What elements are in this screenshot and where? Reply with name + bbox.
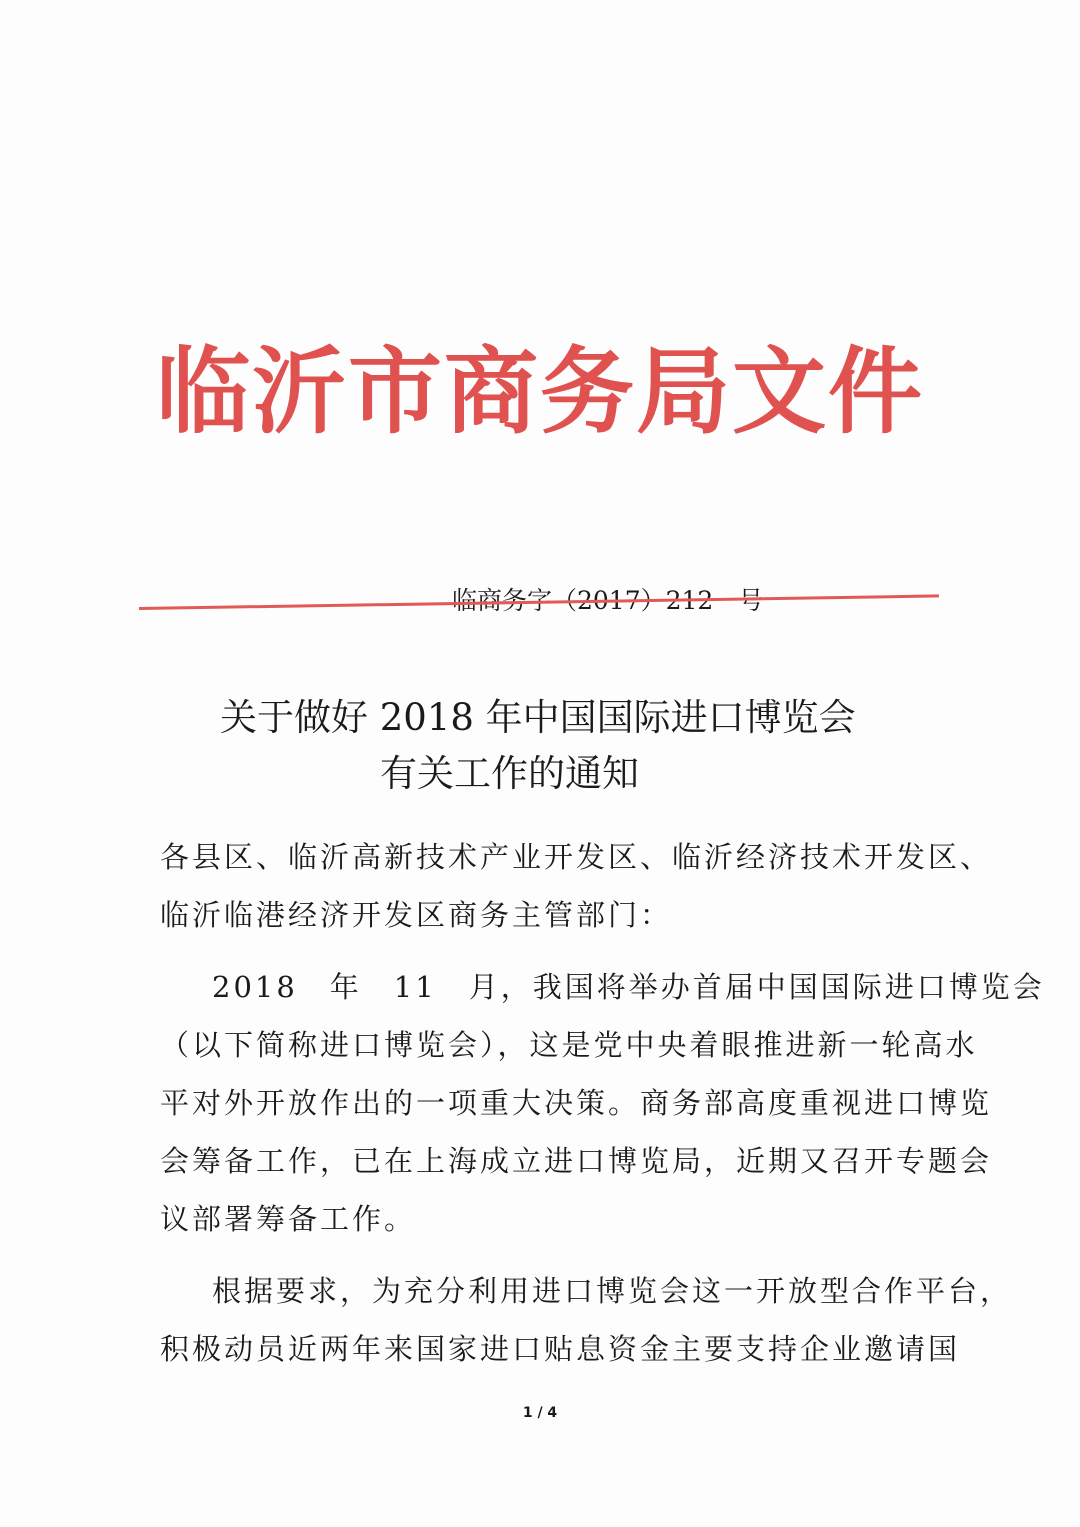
document-number: 临商务字（2017）212 号 <box>452 586 764 615</box>
notice-body <box>160 828 1045 1378</box>
addressee-line-2: 临沂临港经济开发区商务主管部门： <box>160 898 673 932</box>
paragraph-1-line-2: （以下简称进口博览会），这是党中央着眼推进新一轮高水 <box>160 1028 978 1062</box>
paragraph-1-line-3: 平对外开放作出的一项重大决策。商务部高度重视进口博览 <box>160 1086 993 1120</box>
notice-title-line-1: 关于做好 2018 年中国国际进口博览会 <box>220 696 856 739</box>
paragraph-1-line-5: 议部署筹备工作。 <box>160 1202 417 1236</box>
paragraph-1-line-4: 会筹备工作，已在上海成立进口博览局，近期又召开专题会 <box>160 1144 993 1178</box>
masthead-title: 临沂市商务局文件 <box>155 338 924 447</box>
paragraph-1-line-1: 2018 年 11 月，我国将举办首届中国国际进口博览会 <box>212 970 1045 1004</box>
page-number: 1 / 4 <box>522 1405 558 1421</box>
addressee-line-1: 各县区、临沂高新技术产业开发区、临沂经济技术开发区、 <box>160 840 993 874</box>
notice-title-line-2: 有关工作的通知 <box>380 752 639 795</box>
paragraph-2-line-1: 根据要求，为充分利用进口博览会这一开放型合作平台， <box>212 1274 1013 1308</box>
paragraph-2-line-2: 积极动员近两年来国家进口贴息资金主要支持企业邀请国 <box>160 1332 961 1366</box>
